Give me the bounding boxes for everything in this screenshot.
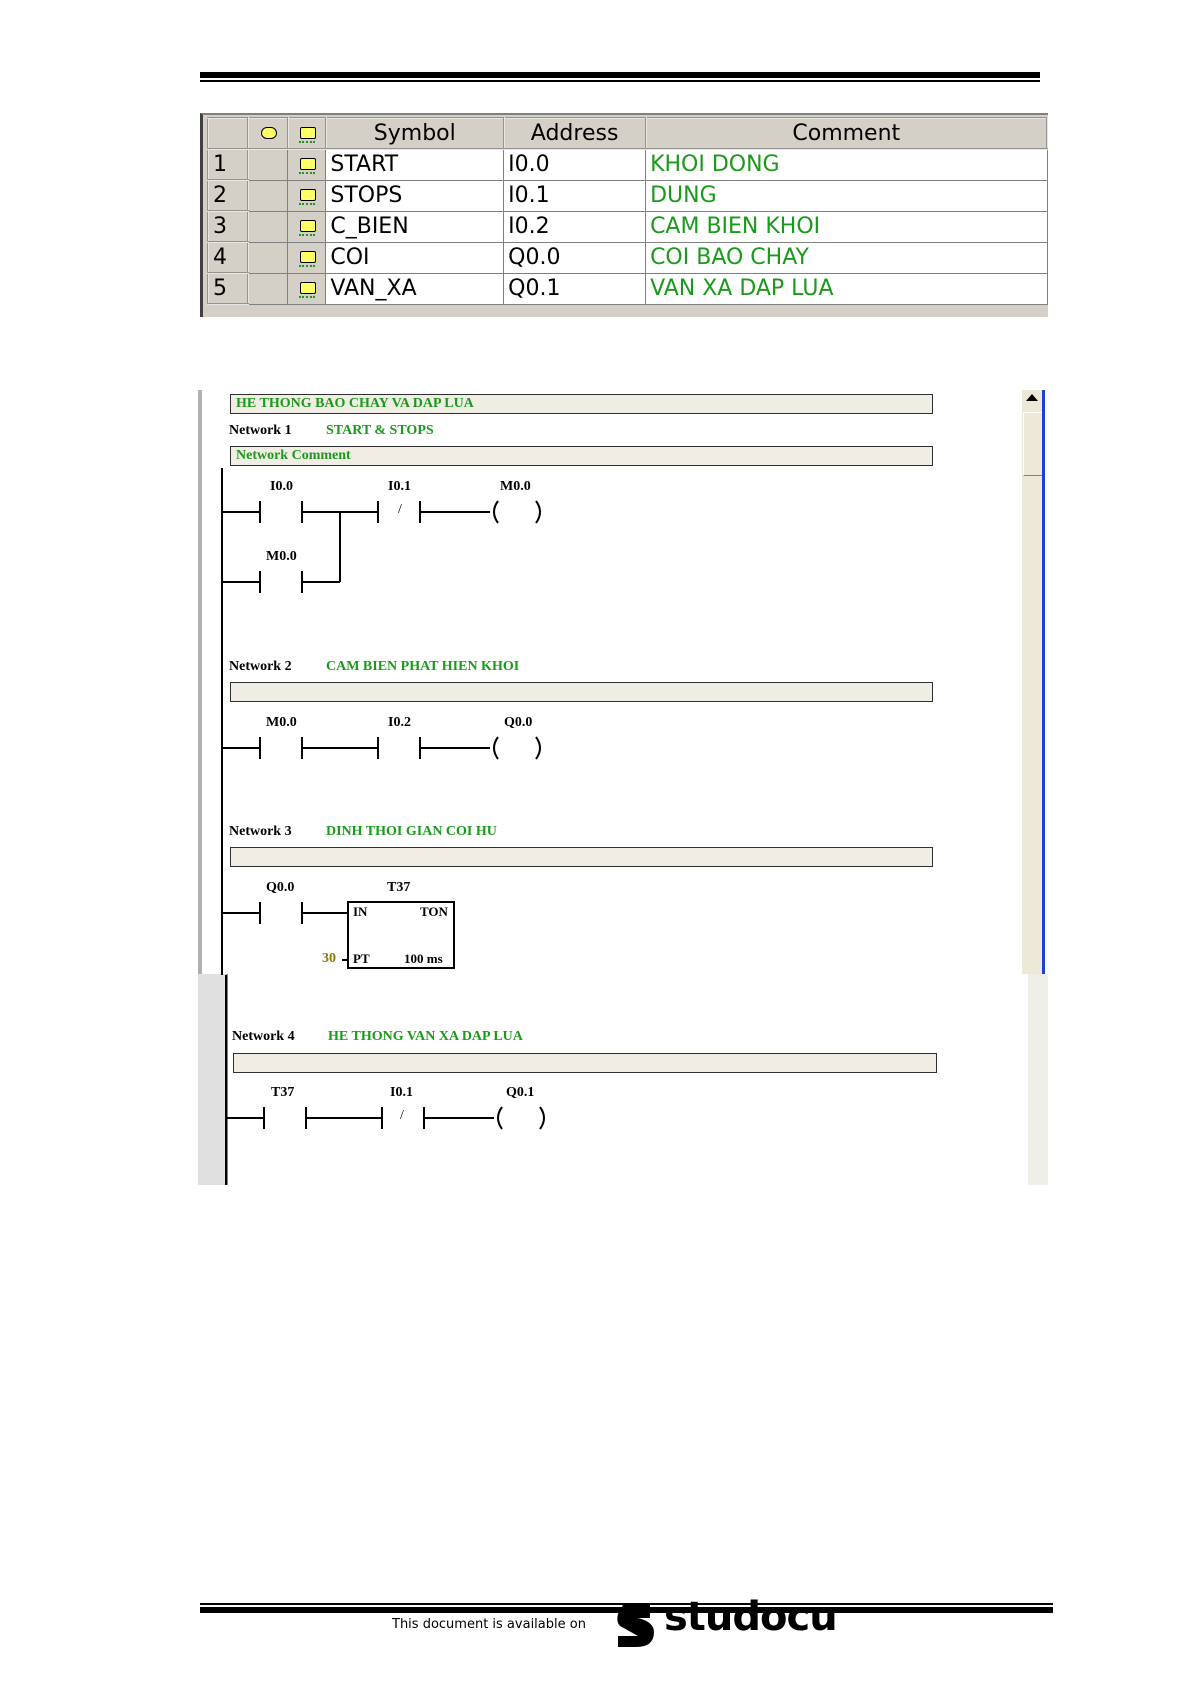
n1-contact2-label: I0.1 <box>388 479 411 494</box>
row-number[interactable]: 4 <box>208 242 248 273</box>
row-object-cell[interactable] <box>248 273 288 304</box>
n3-timer-pt: PT <box>353 951 370 966</box>
studocu-logo-icon[interactable] <box>610 1600 660 1650</box>
vertical-scrollbar[interactable] <box>1022 390 1042 974</box>
comment-cell[interactable]: COI BAO CHAY <box>646 242 1047 273</box>
left-margin-bar-lower <box>198 974 228 1185</box>
network3-label: Network 3 <box>229 824 292 839</box>
table-row[interactable] <box>208 149 1047 180</box>
row-symbol-icon-cell <box>288 149 326 180</box>
row-object-cell[interactable] <box>248 180 288 211</box>
scroll-thumb[interactable] <box>1023 412 1043 476</box>
address-cell[interactable]: Q0.0 <box>504 242 646 273</box>
footer-available-text: This document is available on <box>392 1617 586 1632</box>
header-rownum <box>208 118 248 149</box>
n3-timer-type: TON <box>420 904 448 919</box>
n4-contact1-label: T37 <box>271 1085 295 1100</box>
row-symbol-icon-cell <box>288 273 326 304</box>
symbol-icon <box>298 250 316 266</box>
row-symbol-icon-cell <box>288 211 326 242</box>
address-cell[interactable]: I0.0 <box>504 149 646 180</box>
window-edge <box>1042 390 1045 974</box>
n1-branch-label: M0.0 <box>266 549 297 564</box>
header-rule-thin <box>200 80 1040 82</box>
symbol-icon <box>298 126 316 142</box>
header-rule-thick <box>200 72 1040 78</box>
symbol-cell[interactable]: C_BIEN <box>326 211 504 242</box>
symbol-icon <box>298 188 316 204</box>
n4-coil <box>498 1107 502 1129</box>
table-row[interactable] <box>208 242 1047 273</box>
symbol-icon <box>298 157 316 173</box>
symbol-icon <box>298 281 316 297</box>
address-cell[interactable]: I0.2 <box>504 211 646 242</box>
network2-label: Network 2 <box>229 659 292 674</box>
n2-coil <box>494 737 498 759</box>
symbol-cell[interactable]: COI <box>326 242 504 273</box>
object-icon <box>259 126 277 142</box>
comment-cell[interactable]: CAM BIEN KHOI <box>646 211 1047 242</box>
n4-nc-mark: / <box>400 1108 404 1123</box>
address-cell[interactable]: Q0.1 <box>504 273 646 304</box>
row-number[interactable]: 2 <box>208 180 248 211</box>
network1-label: Network 1 <box>229 423 292 438</box>
symbol-table-header <box>208 118 1047 149</box>
n3-contact1-label: Q0.0 <box>266 880 295 895</box>
network1-title[interactable]: START & STOPS <box>326 423 434 438</box>
comment-cell[interactable]: VAN XA DAP LUA <box>646 273 1047 304</box>
table-row[interactable] <box>208 180 1047 211</box>
header-comment[interactable]: Comment <box>646 118 1047 149</box>
network2-title[interactable]: CAM BIEN PHAT HIEN KHOI <box>326 659 520 674</box>
studocu-brand[interactable]: studocu <box>664 1594 837 1640</box>
left-margin-bar <box>198 390 202 975</box>
network3-title[interactable]: DINH THOI GIAN COI HU <box>326 824 497 839</box>
n2-contact2-label: I0.2 <box>388 715 411 730</box>
row-symbol-icon-cell <box>288 180 326 211</box>
row-symbol-icon-cell <box>288 242 326 273</box>
row-object-cell[interactable] <box>248 149 288 180</box>
network4-comment[interactable] <box>233 1053 937 1073</box>
network1-comment[interactable]: Network Comment <box>230 446 933 466</box>
n2-coil-label: Q0.0 <box>504 715 533 730</box>
program-title-box[interactable]: HE THONG BAO CHAY VA DAP LUA <box>230 394 933 414</box>
n2-contact1-label: M0.0 <box>266 715 297 730</box>
n1-coil <box>494 501 498 523</box>
n1-contact1-label: I0.0 <box>270 479 293 494</box>
n4-contact2-label: I0.1 <box>390 1085 413 1100</box>
symbol-cell[interactable]: START <box>326 149 504 180</box>
header-symbol[interactable]: Symbol <box>326 118 504 149</box>
comment-cell[interactable]: KHOI DONG <box>646 149 1047 180</box>
network4-label: Network 4 <box>232 1029 295 1044</box>
row-number[interactable]: 5 <box>208 273 248 304</box>
network4-title[interactable]: HE THONG VAN XA DAP LUA <box>328 1029 523 1044</box>
symbol-table <box>207 117 1048 305</box>
symbol-cell[interactable]: STOPS <box>326 180 504 211</box>
network3-comment[interactable] <box>230 847 933 867</box>
header-address[interactable]: Address <box>504 118 646 149</box>
n3-timer-base: 100 ms <box>404 951 443 966</box>
row-number[interactable]: 3 <box>208 211 248 242</box>
n1-nc-mark: / <box>398 502 402 517</box>
network2-comment[interactable] <box>230 682 933 702</box>
row-number[interactable]: 1 <box>208 149 248 180</box>
symbol-cell[interactable]: VAN_XA <box>326 273 504 304</box>
row-object-cell[interactable] <box>248 242 288 273</box>
ladder-editor[interactable] <box>198 390 1048 1185</box>
address-cell[interactable]: I0.1 <box>504 180 646 211</box>
comment-cell[interactable]: DUNG <box>646 180 1047 211</box>
n3-timer-in: IN <box>353 904 368 919</box>
table-row[interactable] <box>208 273 1047 304</box>
header-symbol-icon-col[interactable] <box>288 118 326 149</box>
n1-coil-label: M0.0 <box>500 479 531 494</box>
symbol-icon <box>298 219 316 235</box>
symbol-table-window <box>200 113 1048 317</box>
header-object-icon-col[interactable] <box>248 118 288 149</box>
row-object-cell[interactable] <box>248 211 288 242</box>
n4-coil-label: Q0.1 <box>506 1085 535 1100</box>
n3-preset-value[interactable]: 30 <box>322 951 336 966</box>
table-row[interactable] <box>208 211 1047 242</box>
scroll-up-arrow-icon[interactable] <box>1026 394 1038 401</box>
n3-timer-label: T37 <box>387 880 411 895</box>
right-margin-lower <box>1028 974 1048 1185</box>
